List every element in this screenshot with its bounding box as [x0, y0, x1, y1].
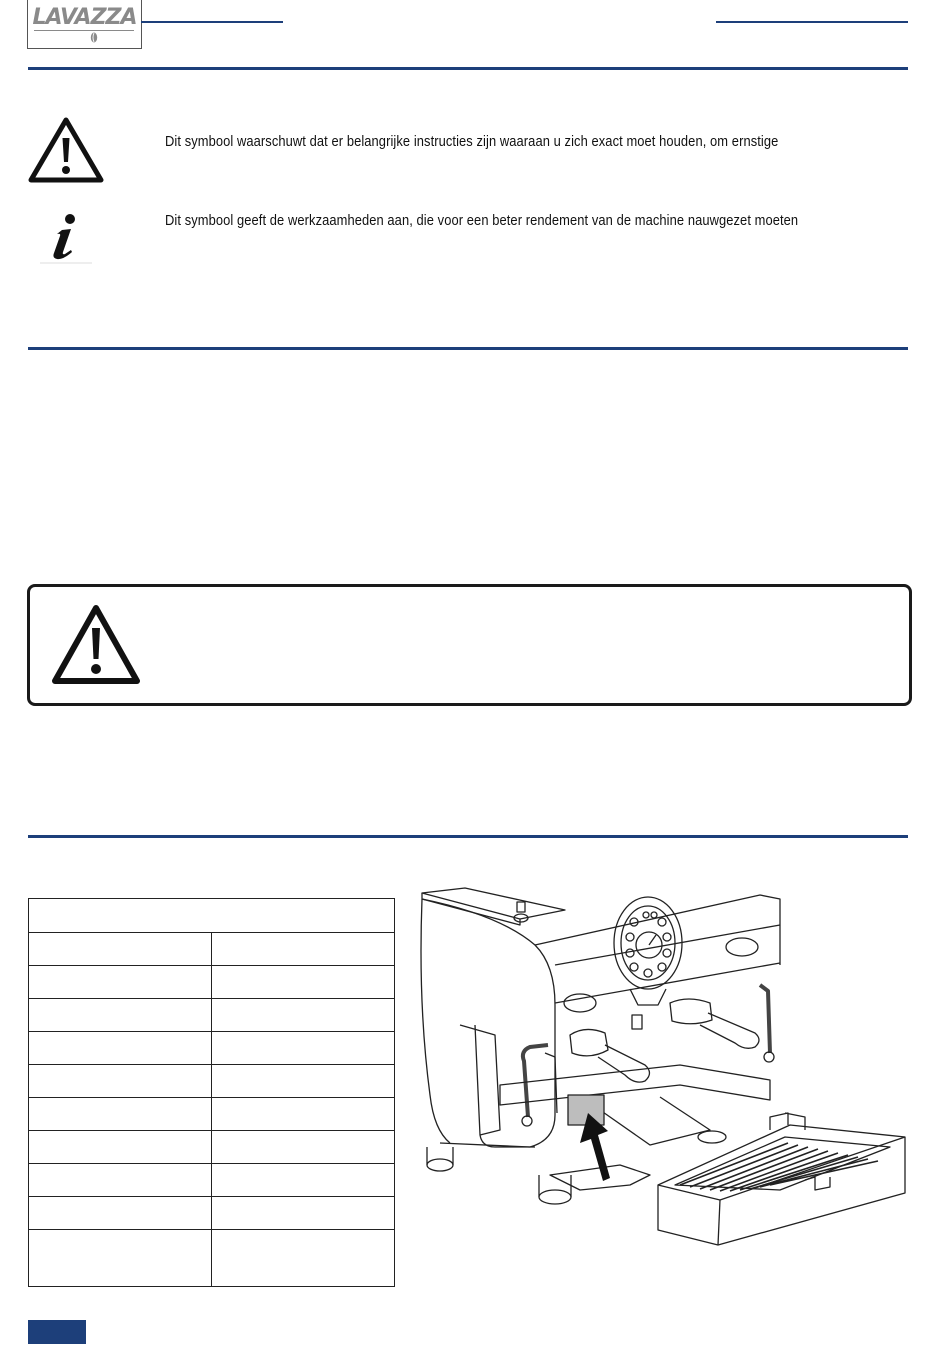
espresso-machine-illustration	[420, 885, 910, 1255]
section-divider-2	[28, 347, 908, 350]
table-row	[29, 1230, 395, 1287]
table-row	[29, 933, 395, 966]
info-i-icon	[40, 212, 92, 264]
warning-box-triangle-icon	[51, 604, 141, 686]
logo-underline	[34, 30, 134, 31]
table-row	[29, 1098, 395, 1131]
table-header-cell	[29, 899, 395, 933]
warning-symbol-description: Dit symbool waarschuwt dat er belangrijke instructies zijn waaraan u zich exact moet houden, om ernstige	[165, 133, 779, 150]
header-rule-left	[141, 21, 283, 23]
section-divider-1	[28, 67, 908, 70]
logo-text: LAVAZZA	[32, 5, 137, 30]
coffee-bean-icon	[90, 32, 98, 43]
warning-triangle-icon	[28, 116, 104, 184]
table-row	[29, 966, 395, 999]
table-row	[29, 1032, 395, 1065]
header-rule-right	[716, 21, 908, 23]
lavazza-logo	[27, 0, 142, 49]
table-row	[29, 1065, 395, 1098]
table-row	[29, 1164, 395, 1197]
section-divider-3	[28, 835, 908, 838]
table-row	[29, 999, 395, 1032]
warning-box	[27, 584, 912, 706]
table-row	[29, 1197, 395, 1230]
spec-table	[28, 898, 395, 1287]
page-number-tab	[28, 1320, 86, 1344]
table-row	[29, 1131, 395, 1164]
info-symbol-description: Dit symbool geeft de werkzaamheden aan, die voor een beter rendement van de machine nauwgezet moeten	[165, 212, 799, 229]
